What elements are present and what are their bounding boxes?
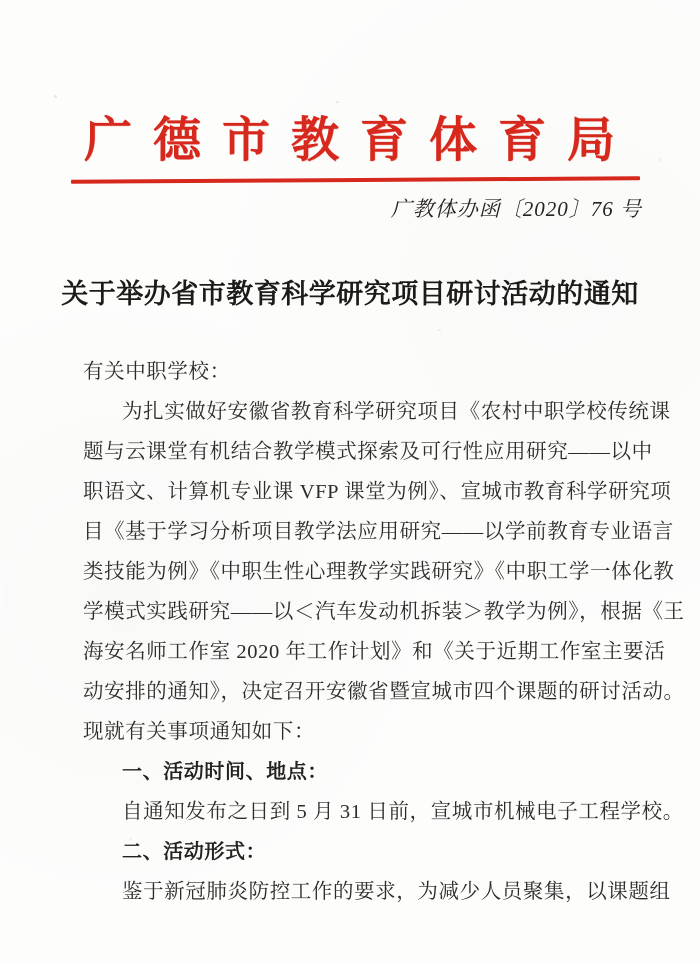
body-line: 一、活动时间、地点： [122,761,328,783]
document-number: 广教体办函〔2020〕76 号 [390,197,642,221]
body-line: 目《基于学习分析项目教学法应用研究——以学前教育专业语言 [83,521,674,543]
document-body [83,352,685,912]
body-line: 鉴于新冠肺炎防控工作的要求，为减少人员聚集，以课题组 [122,881,671,903]
body-line: 为扎实做好安徽省教育科学研究项目《农村中职学校传统课 [122,401,671,423]
body-line: 自通知发布之日到 5 月 31 日前，宣城市机械电子工程学校。 [122,801,684,823]
body-line: 题与云课堂有机结合教学模式探索及可行性应用研究——以中 [83,441,653,463]
agency-name: 广德市教育体育局 [83,114,636,167]
body-line: 现就有关事项通知如下： [83,721,316,743]
red-header-rule [71,176,640,183]
body-line: 有关中职学校： [83,361,231,383]
body-line: 海安名师工作室 2020 年工作计划》和《关于近期工作室主要活 [83,641,666,663]
body-line: 类技能为例》《中职生性心理教学实践研究》《中职工学一体化教 [83,561,675,583]
body-line: 职语文、计算机专业课 VFP 课堂为例》、宣城市教育科学研究项 [83,481,672,503]
document-title: 关于举办省市教育科学研究项目研讨活动的通知 [61,279,639,309]
body-line: 学模式实践研究——以＜汽车发动机拆装＞教学为例》，根据《王 [83,601,685,623]
scan-speck [54,95,57,98]
body-line: 二、活动形式： [122,841,267,863]
body-line: 动安排的通知》，决定召开安徽省暨宣城市四个课题的研讨活动。 [83,681,685,703]
scan-speck [438,329,441,331]
